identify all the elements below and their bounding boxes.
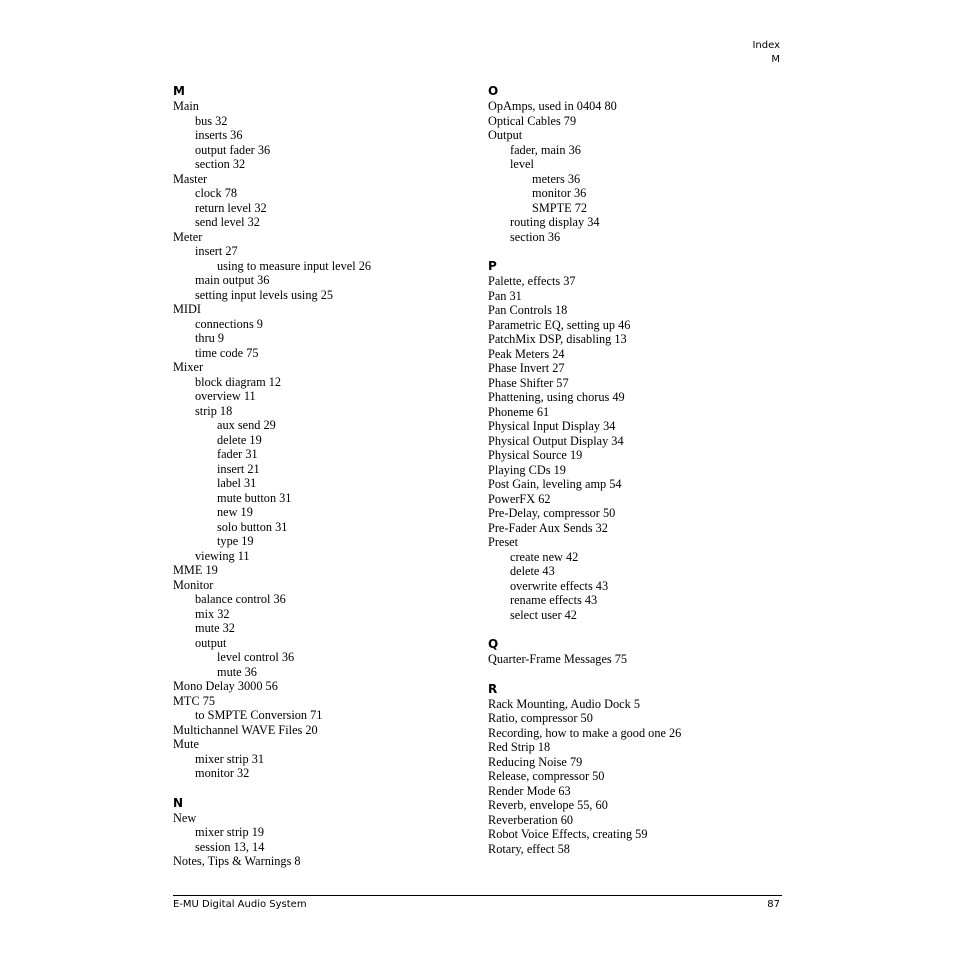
index-entry: Notes, Tips & Warnings 8 <box>173 854 301 868</box>
section-letter: O <box>488 84 499 98</box>
index-entry: monitor 32 <box>195 766 250 780</box>
index-entry: balance control 36 <box>195 592 286 606</box>
index-entry: Ratio, compressor 50 <box>488 711 593 725</box>
index-entry: Pan Controls 18 <box>488 303 568 317</box>
index-entry: inserts 36 <box>195 128 243 142</box>
index-entry: OpAmps, used in 0404 80 <box>488 99 617 113</box>
index-entry: PowerFX 62 <box>488 491 551 506</box>
index-entry: mute button 31 <box>217 490 292 505</box>
index-entry: section 32 <box>195 157 246 171</box>
index-entry: send level 32 <box>195 215 260 229</box>
index-entry: output <box>195 635 227 650</box>
index-entry: Render Mode 63 <box>488 783 571 798</box>
index-entry: delete 43 <box>510 564 555 578</box>
footer-title: E-MU Digital Audio System <box>173 899 307 910</box>
index-section-r <box>488 681 788 857</box>
index-entry: Quarter-Frame Messages 75 <box>488 652 628 666</box>
index-entry: insert 27 <box>195 244 238 258</box>
index-entry: insert 21 <box>217 461 260 476</box>
index-entry: Preset <box>488 535 519 549</box>
index-entry: create new 42 <box>510 549 579 564</box>
index-entry: fader 31 <box>217 447 258 461</box>
index-entry: Main <box>173 99 199 113</box>
page-number: 87 <box>767 899 780 910</box>
index-entry: mix 32 <box>195 606 230 621</box>
index-entry: Palette, effects 37 <box>488 274 576 288</box>
index-entry: Output <box>488 128 523 142</box>
index-entry: solo button 31 <box>217 519 288 534</box>
index-entry: label 31 <box>217 476 257 490</box>
index-entry: SMPTE 72 <box>532 200 588 215</box>
index-entry: Mono Delay 3000 56 <box>173 679 278 693</box>
index-entry: Optical Cables 79 <box>488 113 577 128</box>
index-entry: rename effects 43 <box>510 593 598 607</box>
index-section-p <box>488 258 788 622</box>
index-entry: mute 32 <box>195 621 235 635</box>
index-entry: Rack Mounting, Audio Dock 5 <box>488 696 640 711</box>
index-entry: mixer strip 31 <box>195 751 264 766</box>
index-entry: clock 78 <box>195 186 238 200</box>
footer-divider <box>173 895 782 896</box>
index-entry: Playing CDs 19 <box>488 462 566 477</box>
index-entry: Mute <box>173 737 199 751</box>
index-entry: Parametric EQ, setting up 46 <box>488 317 631 332</box>
header-letter: M <box>771 54 780 65</box>
index-entry: time code 75 <box>195 345 259 360</box>
index-entry: delete 19 <box>217 432 262 447</box>
index-entry: return level 32 <box>195 200 267 215</box>
index-column-left <box>173 83 473 869</box>
index-entry: to SMPTE Conversion 71 <box>195 708 323 722</box>
index-entry: Phase Invert 27 <box>488 361 565 375</box>
index-entry: mixer strip 19 <box>195 825 264 839</box>
index-entry: Multichannel WAVE Files 20 <box>173 722 318 737</box>
index-entry: thru 9 <box>195 331 225 345</box>
index-entry: session 13, 14 <box>195 839 265 854</box>
index-entry: using to measure input level 26 <box>217 258 372 273</box>
index-section-m <box>173 83 473 781</box>
index-entry: Monitor <box>173 577 214 592</box>
section-letter: M <box>173 84 185 98</box>
section-letter: Q <box>488 637 499 651</box>
index-entry: connections 9 <box>195 316 263 331</box>
index-entry: output fader 36 <box>195 142 271 157</box>
index-column-right <box>488 83 788 856</box>
index-entry: Post Gain, leveling amp 54 <box>488 477 622 491</box>
index-entry: Pan 31 <box>488 288 522 303</box>
index-entry: Recording, how to make a good one 26 <box>488 725 682 740</box>
index-entry: select user 42 <box>510 607 577 622</box>
index-section-n <box>173 795 473 869</box>
index-entry: Rotary, effect 58 <box>488 841 570 856</box>
index-entry: new 19 <box>217 505 253 519</box>
index-entry: mute 36 <box>217 664 257 679</box>
index-entry: monitor 36 <box>532 186 587 200</box>
index-entry: block diagram 12 <box>195 374 282 389</box>
index-entry: viewing 11 <box>195 548 250 563</box>
index-entry: New <box>173 810 197 825</box>
section-letter: P <box>488 259 497 273</box>
index-entry: Phattening, using chorus 49 <box>488 390 625 404</box>
index-entry: setting input levels using 25 <box>195 287 333 302</box>
index-entry: Red Strip 18 <box>488 740 551 754</box>
index-entry: Phase Shifter 57 <box>488 375 569 390</box>
index-entry: Robot Voice Effects, creating 59 <box>488 827 648 841</box>
index-entry: MIDI <box>173 302 202 316</box>
index-entry: Peak Meters 24 <box>488 346 565 361</box>
index-entry: overwrite effects 43 <box>510 578 609 593</box>
index-section-o <box>488 83 788 244</box>
section-letter: R <box>488 681 498 696</box>
index-entry: Pre-Fader Aux Sends 32 <box>488 520 608 535</box>
index-entry: routing display 34 <box>510 215 600 229</box>
index-entry: level <box>510 157 534 171</box>
running-header <box>752 39 780 67</box>
index-entry: bus 32 <box>195 113 228 128</box>
index-entry: Phoneme 61 <box>488 404 550 419</box>
index-entry: meters 36 <box>532 171 581 186</box>
index-entry: Meter <box>173 229 203 244</box>
index-entry: main output 36 <box>195 273 270 287</box>
index-entry: overview 11 <box>195 389 256 403</box>
index-entry: MTC 75 <box>173 693 216 708</box>
index-entry: PatchMix DSP, disabling 13 <box>488 332 627 346</box>
section-letter: N <box>173 795 184 810</box>
index-entry: Release, compressor 50 <box>488 769 605 783</box>
index-entry: Physical Output Display 34 <box>488 433 624 448</box>
index-entry: Pre-Delay, compressor 50 <box>488 506 616 520</box>
header-chapter: Index <box>752 40 780 51</box>
index-section-q <box>488 636 788 667</box>
index-entry: Reducing Noise 79 <box>488 754 583 769</box>
index-entry: Physical Source 19 <box>488 448 583 462</box>
index-entry: Master <box>173 171 208 186</box>
index-entry: level control 36 <box>217 650 295 664</box>
index-entry: aux send 29 <box>217 418 276 432</box>
index-entry: section 36 <box>510 229 561 244</box>
index-entry: strip 18 <box>195 403 233 418</box>
index-entry: Reverberation 60 <box>488 812 574 827</box>
index-entry: MME 19 <box>173 563 218 577</box>
index-entry: Reverb, envelope 55, 60 <box>488 798 608 812</box>
index-entry: fader, main 36 <box>510 142 581 157</box>
index-entry: Mixer <box>173 360 204 374</box>
index-entry: type 19 <box>217 534 254 548</box>
index-entry: Physical Input Display 34 <box>488 419 616 433</box>
